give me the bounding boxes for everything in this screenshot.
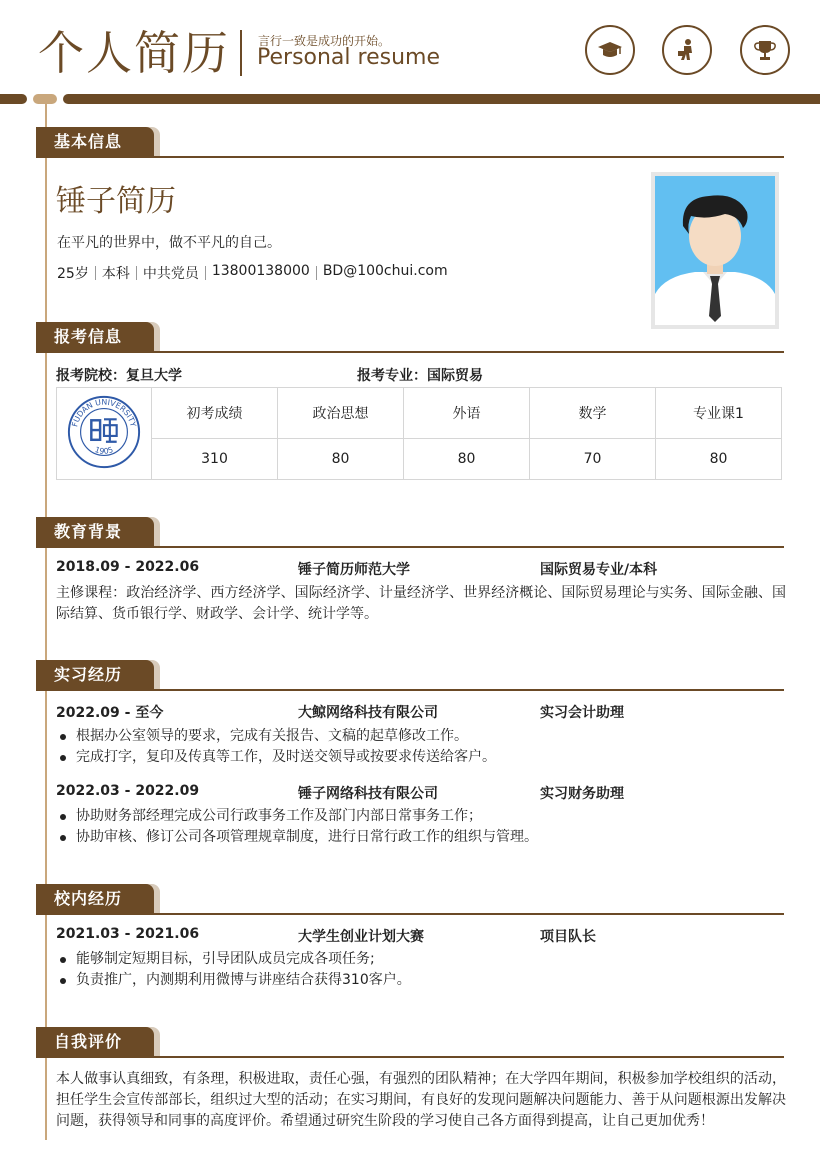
section-title: 教育背景	[36, 517, 154, 547]
header-divider	[240, 30, 242, 76]
contact-line	[57, 263, 448, 283]
exam-school: 报考院校：复旦大学	[56, 368, 182, 384]
header-slogan: 言行一致是成功的开始。	[258, 34, 391, 48]
svg-text:1905	[94, 445, 115, 456]
degree: 本科	[101, 266, 130, 282]
score-value: 80	[404, 438, 530, 479]
section-education	[36, 517, 784, 547]
candidate-name: 锤子简历	[56, 184, 176, 219]
phone: 13800138000	[211, 263, 310, 279]
exam-major: 报考专业：国际贸易	[357, 368, 483, 384]
campus-duties	[56, 949, 784, 991]
section-campus	[36, 884, 784, 914]
internship-role: 实习会计助理	[540, 705, 624, 721]
briefcase-person-icon	[662, 25, 712, 75]
age: 25岁	[57, 266, 89, 282]
scores-value-row	[57, 438, 782, 479]
header-bar-left	[0, 94, 27, 104]
score-header: 数学	[530, 388, 656, 439]
scores-header-row	[57, 388, 782, 439]
internship-duties	[56, 726, 784, 768]
internship-company: 大鲸网络科技有限公司	[298, 705, 438, 721]
education-school: 锤子简历师范大学	[298, 562, 410, 578]
logo-text: FUDAN UNIVERSITY	[70, 397, 138, 428]
university-logo	[57, 388, 152, 480]
score-value: 80	[656, 438, 782, 479]
section-exam-info	[36, 322, 784, 352]
internship-company: 锤子网络科技有限公司	[298, 786, 438, 802]
campus-role: 项目队长	[540, 929, 596, 945]
list-item: 负责推广，内测期利用微博与讲座结合获得310客户。	[56, 970, 784, 991]
score-header: 初考成绩	[152, 388, 278, 439]
resume-title: 个人简历	[38, 26, 230, 80]
section-title: 基本信息	[36, 127, 154, 157]
list-item: 协助财务部经理完成公司行政事务工作及部门内部日常事务工作；	[56, 806, 784, 827]
internship-role: 实习财务助理	[540, 786, 624, 802]
section-basic-info	[36, 127, 784, 157]
score-value: 70	[530, 438, 656, 479]
education-period: 2018.09 - 2022.06	[56, 559, 200, 575]
score-header: 政治思想	[278, 388, 404, 439]
list-item: 协助审核、修订公司各项管理规章制度，进行日常行政工作的组织与管理。	[56, 827, 784, 848]
campus-event: 大学生创业计划大赛	[298, 929, 424, 945]
education-major: 国际贸易专业/本科	[540, 562, 658, 578]
section-title: 校内经历	[36, 884, 154, 914]
internship-duties	[56, 806, 784, 848]
motto: 在平凡的世界中，做不平凡的自己。	[57, 235, 281, 251]
education-courses: 主修课程：政治经济学、西方经济学、国际经济学、计量经济学、世界经济概论、国际贸易理论与实务、国际金融、国际结算、货币银行学、财政学、会计学、统计学等。	[56, 585, 786, 622]
internship-period: 2022.03 - 2022.09	[56, 783, 200, 799]
timeline-line	[45, 104, 47, 1140]
graduation-cap-icon	[585, 25, 635, 75]
internship-period: 2022.09 - 至今	[56, 705, 164, 721]
svg-text:FUDAN UNIVERSITY	[70, 397, 138, 427]
list-item: 根据办公室领导的要求，完成有关报告、文稿的起草修改工作。	[56, 726, 784, 747]
section-self-evaluation	[36, 1027, 784, 1057]
section-title: 实习经历	[36, 660, 154, 690]
trophy-icon	[740, 25, 790, 75]
score-value: 80	[278, 438, 404, 479]
header-bar-accent	[33, 94, 57, 104]
self-evaluation-text: 本人做事认真细致，有条理，积极进取，责任心强，有强烈的团队精神；在大学四年期间，积极参加学校组织的活动，担任学生会宣传部部长，组织过大型的活动；在实习期间，有良好的发现问题解决问题能力、善于从问题根源出发解决问题，获得领导和同事的高度评价。希望通过研究生阶段的学习使自己各方面得到提高，让自己更加优秀！	[56, 1071, 786, 1129]
campus-period: 2021.03 - 2021.06	[56, 926, 200, 942]
section-title: 自我评价	[36, 1027, 154, 1057]
email: BD@100chui.com	[322, 263, 448, 279]
scores-table	[56, 387, 782, 480]
score-header: 外语	[404, 388, 530, 439]
score-value: 310	[152, 438, 278, 479]
list-item: 能够制定短期目标，引导团队成员完成各项任务;	[56, 949, 784, 970]
logo-year: 1905	[93, 444, 115, 456]
score-header: 专业课1	[656, 388, 782, 439]
header-bar-right	[63, 94, 820, 104]
section-title: 报考信息	[36, 322, 154, 352]
section-internship	[36, 660, 784, 690]
header-subtitle-en: Personal resume	[257, 45, 440, 70]
political-status: 中共党员	[142, 266, 199, 282]
list-item: 完成打字，复印及传真等工作，及时送交领导或按要求传送给客户。	[56, 747, 784, 768]
profile-photo	[651, 172, 779, 329]
